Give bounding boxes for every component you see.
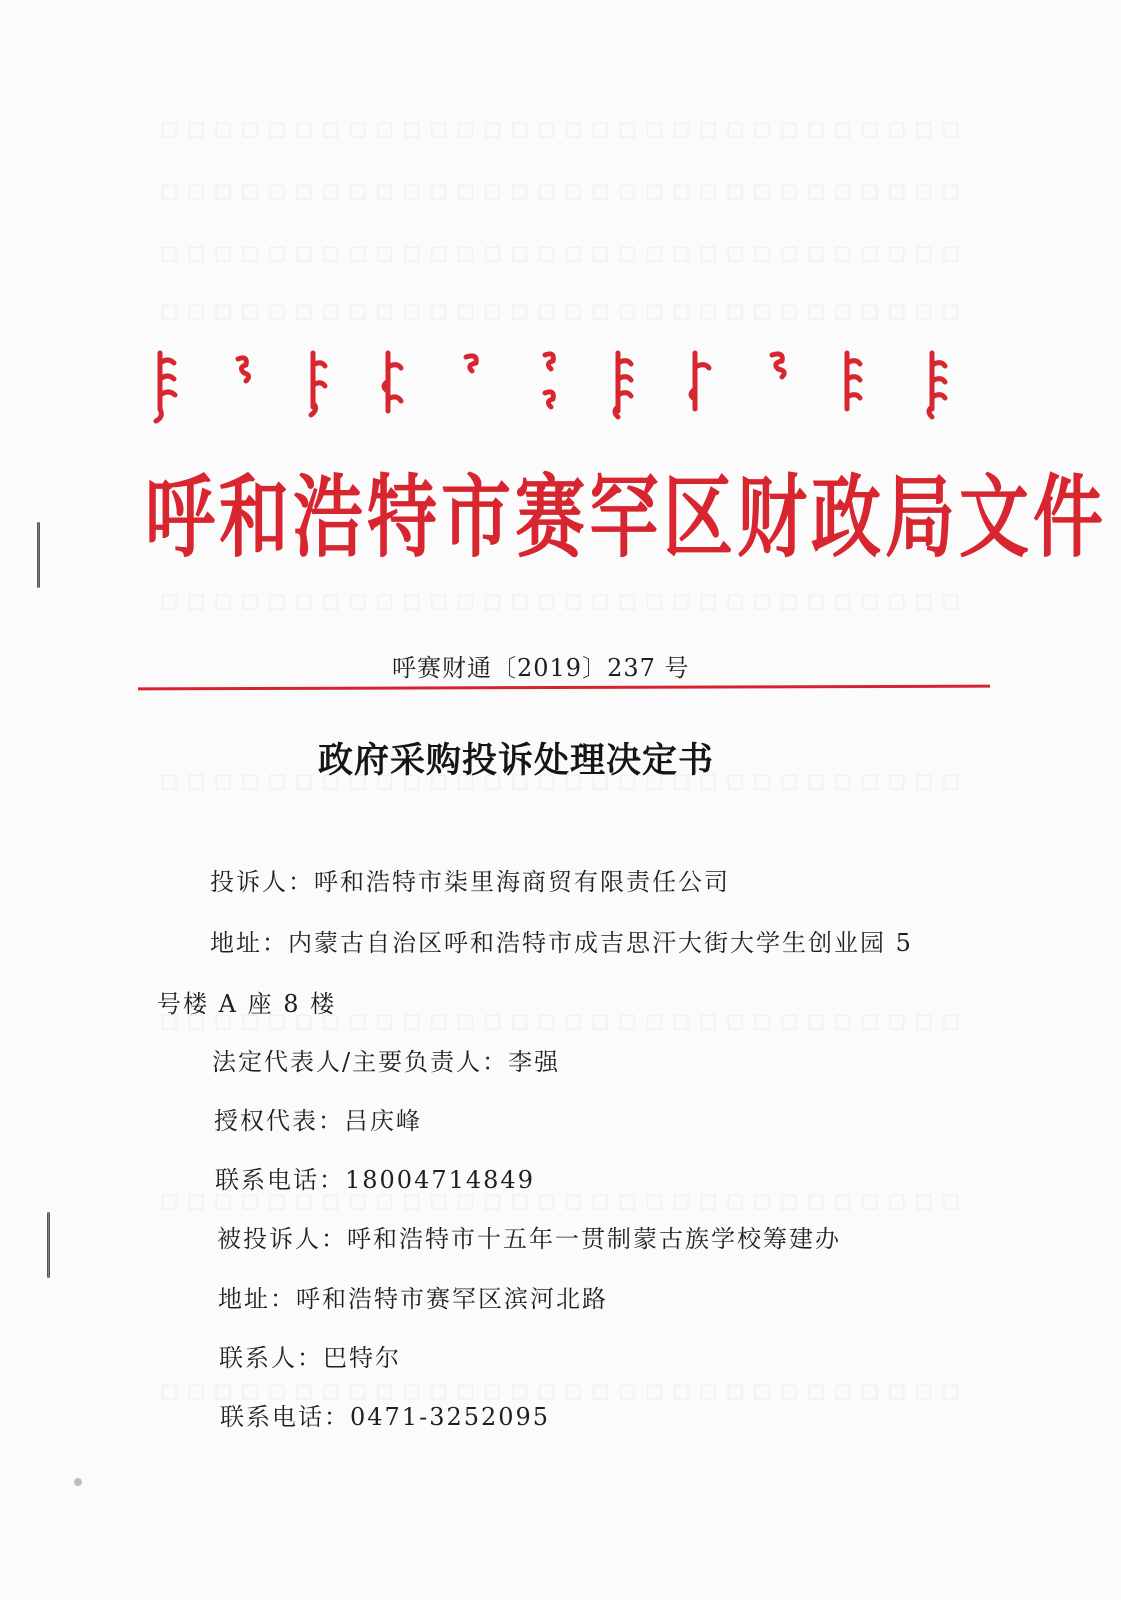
respondent-contact-line xyxy=(219,1338,401,1373)
bleed-through-line: □□□□□□□□□□□□□□□□□□□□□□□□□□□□□□ xyxy=(160,1380,969,1402)
respondent-name: 呼和浩特市十五年一贯制蒙古族学校筹建办 xyxy=(347,1225,841,1253)
complainant-address-continuation xyxy=(157,984,336,1019)
respondent-phone: 0471-3252095 xyxy=(350,1403,551,1431)
staple-mark xyxy=(47,1212,50,1278)
legal-representative: 李强 xyxy=(508,1048,561,1076)
bleed-through-line: □□□□□□□□□□□□□□□□□□□□□□□□□□□□□□ xyxy=(160,590,969,612)
issuer-title: 呼和浩特市赛罕区财政局文件 xyxy=(145,465,1107,571)
field-label: 被投诉人： xyxy=(217,1225,347,1253)
red-divider-line xyxy=(138,685,990,691)
punch-dot xyxy=(74,1478,82,1486)
complainant-address: 内蒙古自治区呼和浩特市成吉思汗大街大学生创业园 5 xyxy=(288,929,913,957)
field-label: 联系电话： xyxy=(215,1166,345,1194)
field-label: 法定代表人/主要负责人： xyxy=(212,1048,509,1076)
complainant-line xyxy=(210,862,730,897)
respondent-phone-line xyxy=(220,1397,550,1432)
mongolian-script-image xyxy=(150,345,970,425)
bleed-through-line: □□□□□□□□□□□□□□□□□□□□□□□□□□□□□□ xyxy=(160,180,969,202)
complainant-name: 呼和浩特市柒里海商贸有限责任公司 xyxy=(314,868,730,896)
mongolian-script-header xyxy=(150,345,970,425)
bleed-through-line: □□□□□□□□□□□□□□□□□□□□□□□□□□□□□□ xyxy=(160,242,969,264)
field-label: 联系电话： xyxy=(220,1403,350,1431)
field-label: 联系人： xyxy=(219,1344,323,1372)
field-label: 地址： xyxy=(210,929,288,957)
respondent-address: 呼和浩特市赛罕区滨河北路 xyxy=(296,1285,608,1313)
bleed-through-line: □□□□□□□□□□□□□□□□□□□□□□□□□□□□□□ xyxy=(160,300,969,322)
document-number: 呼赛财通〔2019〕237 号 xyxy=(392,654,690,682)
legal-representative-line xyxy=(212,1042,560,1077)
bleed-through-line: □□□□□□□□□□□□□□□□□□□□□□□□□□□□□□ xyxy=(160,1010,969,1032)
staple-mark xyxy=(37,522,40,588)
field-label: 投诉人： xyxy=(210,868,314,896)
document-title: 政府采购投诉处理决定书 xyxy=(318,741,715,781)
complainant-phone: 18004714849 xyxy=(345,1166,535,1194)
complainant-phone-line xyxy=(215,1160,535,1195)
authorized-agent-line xyxy=(214,1101,422,1136)
respondent-line xyxy=(217,1219,841,1254)
field-label: 地址： xyxy=(218,1285,296,1313)
authorized-agent: 吕庆峰 xyxy=(344,1107,422,1135)
bleed-through-line: □□□□□□□□□□□□□□□□□□□□□□□□□□□□□□ xyxy=(160,770,969,792)
bleed-through-line: □□□□□□□□□□□□□□□□□□□□□□□□□□□□□□ xyxy=(160,118,969,140)
respondent-contact: 巴特尔 xyxy=(323,1344,401,1372)
respondent-address-line xyxy=(218,1279,608,1314)
complainant-address-line xyxy=(210,923,913,958)
bleed-through-line: □□□□□□□□□□□□□□□□□□□□□□□□□□□□□□ xyxy=(160,1190,969,1212)
complainant-address-cont: 号楼 A 座 8 楼 xyxy=(157,990,337,1018)
field-label: 授权代表： xyxy=(214,1107,344,1135)
